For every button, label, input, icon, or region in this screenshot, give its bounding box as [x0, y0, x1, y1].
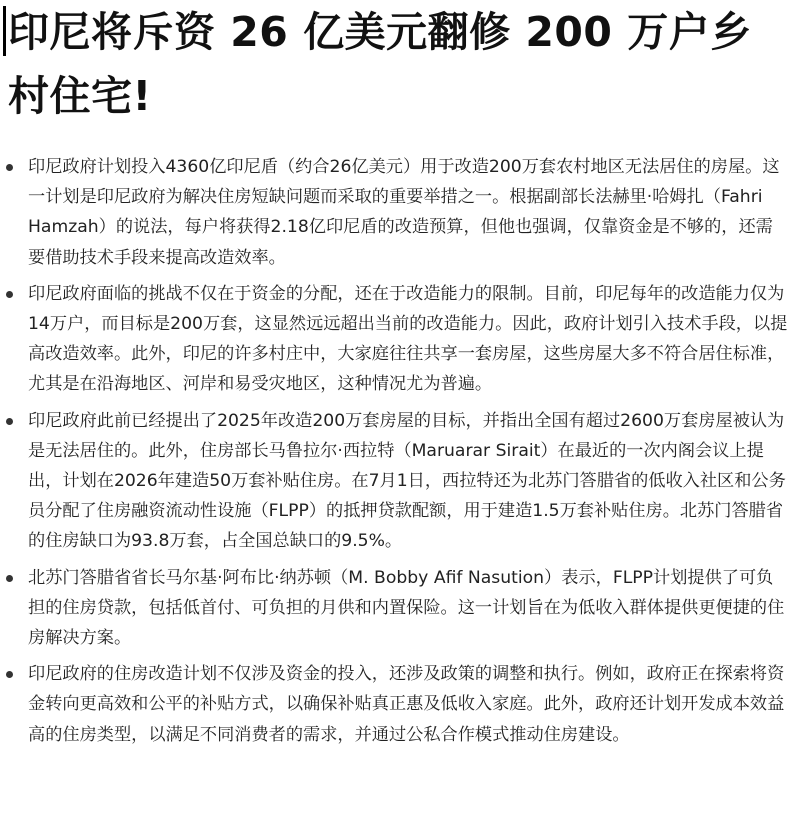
bullet-dot-icon: [6, 164, 13, 171]
bullet-text: 印尼政府的住房改造计划不仅涉及资金的投入，还涉及政策的调整和执行。例如，政府正在探索将资金转向更高效和公平的补贴方式，以确保补贴真正惠及低收入家庭。此外，政府还计划开发成本效益高的住房类型，以满足不同消费者的需求，并通过公私合作模式推动住房建设。: [28, 664, 785, 745]
article-bullet-list: [0, 152, 800, 756]
text-cursor-bar: [3, 6, 6, 56]
bullet-dot-icon: [6, 575, 13, 582]
bullet-item: [0, 279, 800, 400]
bullet-dot-icon: [6, 671, 13, 678]
bullet-dot-icon: [6, 291, 13, 298]
bullet-item: [0, 152, 800, 273]
bullet-item: [0, 659, 800, 750]
bullet-item: [0, 406, 800, 557]
bullet-text: 印尼政府此前已经提出了2025年改造200万套房屋的目标，并指出全国有超过2600万套房屋被认为是无法居住的。此外，住房部长马鲁拉尔·西拉特（Maruarar Sirait）在最近的一次内阁会议上提出，计划在2026年建造50万套补贴住房。在7月1日，西拉特还为北苏门答腊省的低收入社区和公务员分配了住房融资流动性设施（FLPP）的抵押贷款配额，用于建造1.5万套补贴住房。北苏门答腊省的住房缺口为93.8万套，占全国总缺口的9.5%。: [28, 410, 786, 552]
bullet-text: 北苏门答腊省省长马尔基·阿布比·纳苏顿（M. Bobby Afif Nasution）表示，FLPP计划提供了可负担的住房贷款，包括低首付、可负担的月供和内置保险。这一计划旨在为低收入群体提供更便捷的住房解决方案。: [28, 567, 785, 649]
article-title: 印尼将斥资 26 亿美元翻修 200 万户乡村住宅!: [8, 8, 752, 120]
bullet-item: [0, 563, 800, 654]
bullet-dot-icon: [6, 418, 13, 425]
bullet-text: 印尼政府面临的挑战不仅在于资金的分配，还在于改造能力的限制。目前，印尼每年的改造能力仅为14万户，而目标是200万套，这显然远远超出当前的改造能力。因此，政府计划引入技术手段，以提高改造效率。此外，印尼的许多村庄中，大家庭往往共享一套房屋，这些房屋大多不符合居住标准，尤其是在沿海地区、河岸和易受灾地区，这种情况尤为普遍。: [28, 283, 788, 395]
bullet-text: 印尼政府计划投入4360亿印尼盾（约合26亿美元）用于改造200万套农村地区无法居住的房屋。这一计划是印尼政府为解决住房短缺问题而采取的重要举措之一。根据副部长法赫里·哈姆扎（Fahri Hamzah）的说法，每户将获得2.18亿印尼盾的改造预算，但他也强调，仅靠资金是不够的，还需要借助技术手段来提高改造效率。: [28, 157, 780, 268]
